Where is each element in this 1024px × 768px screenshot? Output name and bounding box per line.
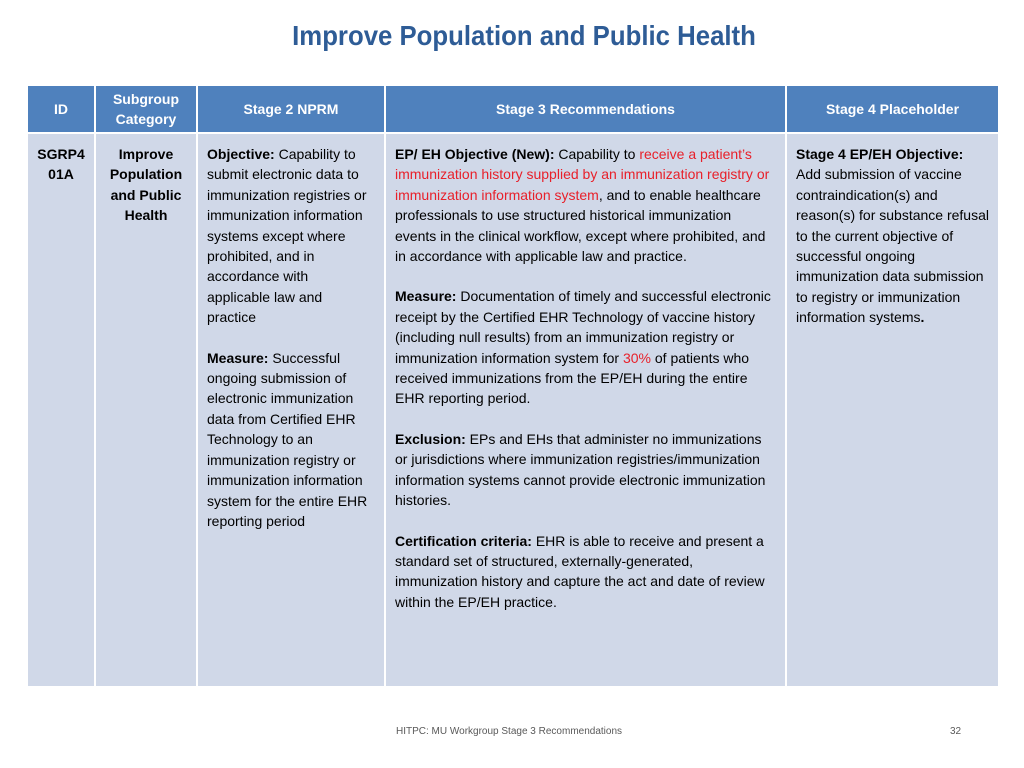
stage3-measure [395,286,776,408]
stage3-measure-post: of patients who received immunizations from the EP/EH during the entire EHR reporting period. [395,349,750,407]
stage3-exclusion [395,429,776,511]
stage2-objective-text: Capability to submit electronic data to immunization registries or immunization information systems except where prohibited, and in accordance with applicable law and practice [207,146,367,326]
slide-title: Improve Population and Public Health [292,20,756,51]
header-stage4-placeholder: Stage 4 Placeholder [786,85,999,133]
stage3-objective [395,144,776,266]
stage3-objective-highlight: receive a patient’s immunization history supplied by an immunization registry or immunization information system [395,146,770,203]
stage3-measure-highlight: 30% [622,349,651,366]
header-stage2-nprm: Stage 2 NPRM [197,85,385,133]
stage3-measure-pre: Documentation of timely and successful electronic receipt by the Certified EHR Technology of vaccine history (including null results) from an immunization registry or immunization information system for [395,288,771,366]
stage3-measure-label: Measure: [395,288,457,305]
stage3-exclusion-label: Exclusion: [395,430,466,447]
table-row [27,133,999,687]
stage4-objective-text: Add submission of vaccine contraindication(s) and reason(s) for substance refusal to the current objective of successful ongoing immunization data submission to registry or immunization information systems [796,166,989,326]
stage3-certification-label: Certification criteria: [395,532,532,549]
stage4-objective-end: . [920,309,925,326]
header-stage3-recommendations: Stage 3 Recommendations [385,85,786,133]
stage3-certification [395,531,776,613]
stage4-cell [786,133,999,687]
id-value-line2: 01A [48,166,74,183]
header-id: ID [27,85,95,133]
stage3-objective-pre: Capability to [554,146,640,162]
stage3-certification-text: EHR is able to receive and present a standard set of structured, externally-generated, immunization history and capture the act and date of review within the EP/EH practice. [395,532,765,610]
id-value-line1: SGRP4 [37,146,85,162]
stage2-cell [197,133,385,687]
stage3-objective-label: EP/ EH Objective (New): [395,146,555,162]
stage3-exclusion-text: EPs and EHs that administer no immunizations or jurisdictions where immunization registries/immunization information systems cannot provide electronic immunization histories. [395,430,766,509]
stage4-objective [796,144,989,328]
stage2-objective-label: Objective: [207,146,275,162]
page-number: 32 [950,726,962,737]
table-header-row [27,85,999,133]
stage2-measure-label: Measure: [207,349,269,366]
stage2-measure-text: Successful ongoing submission of electronic immunization data from Certified EHR Technology to an immunization registry or immunization information system for the entire EHR reporting period [207,349,368,529]
stage2-measure [207,348,375,532]
slide-footer: HITPC: MU Workgroup Stage 3 Recommendations [396,726,623,737]
id-cell [27,133,95,687]
stage3-objective-post: , and to enable healthcare professionals to use structured historical immunization events in the clinical workflow, except where prohibited, and in accordance with applicable law and practice. [395,186,766,265]
stage2-objective [207,144,375,328]
stage4-objective-label: Stage 4 EP/EH Objective: [796,146,964,162]
recommendations-table [26,84,1000,688]
stage3-cell [385,133,786,687]
category-cell: Improve Population and Public Health [95,133,197,687]
header-subgroup-category: Subgroup Category [95,85,197,133]
